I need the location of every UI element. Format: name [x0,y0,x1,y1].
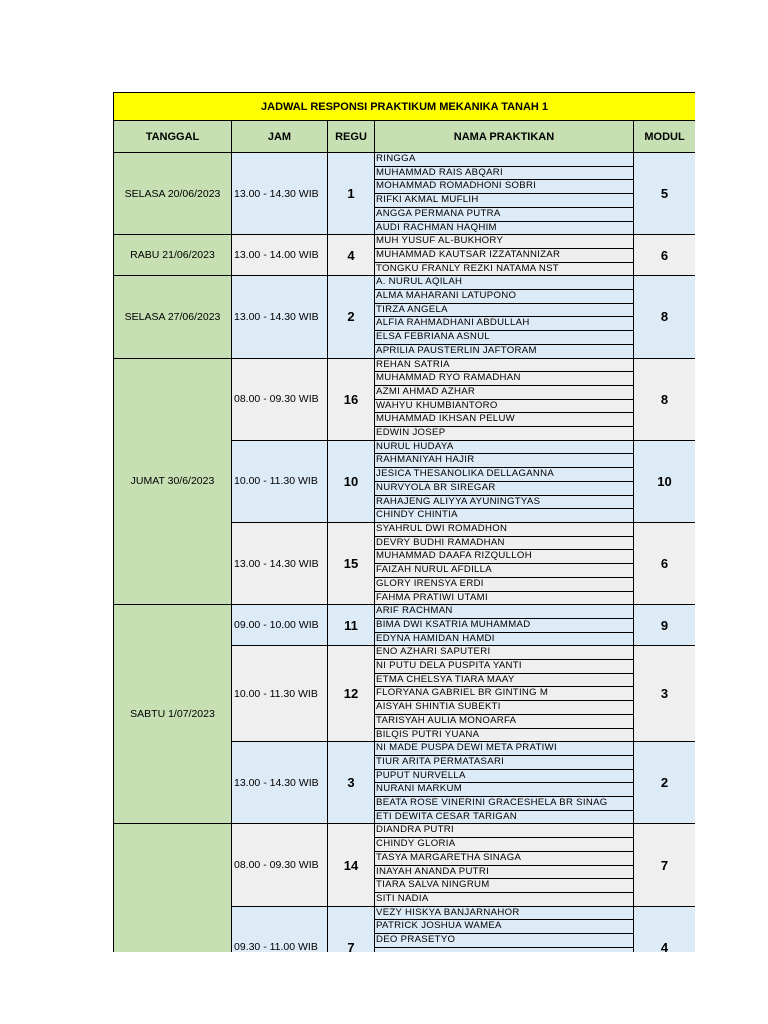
jam-cell: 13.00 - 14.30 WIB [232,153,328,235]
jam-cell: 13.00 - 14.00 WIB [232,235,328,276]
praktikan-name: SITI NADIA [375,892,634,906]
table-row [114,153,696,167]
modul-cell: 6 [634,522,696,604]
praktikan-name [375,947,634,952]
praktikan-name: RIFKI AKMAL MUFLIH [375,194,634,208]
praktikan-name: TIARA SALVA NINGRUM [375,879,634,893]
praktikan-name: PATRICK JOSHUA WAMEA [375,920,634,934]
praktikan-name: AZMI AHMAD AZHAR [375,385,634,399]
modul-cell: 10 [634,440,696,522]
praktikan-name: ETI DEWITA CESAR TARIGAN [375,810,634,824]
table-row [114,276,696,290]
tanggal-cell: SABTU 1/07/2023 [114,605,232,824]
tanggal-cell: RABU 21/06/2023 [114,235,232,276]
praktikan-name: NI PUTU DELA PUSPITA YANTI [375,660,634,674]
praktikan-name: MUH YUSUF AL-BUKHORY [375,235,634,249]
praktikan-name: EDYNA HAMIDAN HAMDI [375,632,634,646]
praktikan-name: TASYA MARGARETHA SINAGA [375,851,634,865]
table-row [114,358,696,372]
praktikan-name: DEO PRASETYO [375,934,634,948]
praktikan-name: APRILIA PAUSTERLIN JAFTORAM [375,344,634,358]
jam-cell: 13.00 - 14.30 WIB [232,522,328,604]
praktikan-name: VEZY HISKYA BANJARNAHOR [375,906,634,920]
table-title: JADWAL RESPONSI PRAKTIKUM MEKANIKA TANAH 1 [114,93,696,121]
regu-cell: 11 [328,605,375,646]
praktikan-name: TIRZA ANGELA [375,303,634,317]
praktikan-name: BIMA DWI KSATRIA MUHAMMAD [375,618,634,632]
praktikan-name: PUPUT NURVELLA [375,769,634,783]
regu-cell: 2 [328,276,375,358]
praktikan-name: AISYAH SHINTIA SUBEKTI [375,701,634,715]
praktikan-name: CHINDY GLORIA [375,838,634,852]
modul-cell: 8 [634,276,696,358]
praktikan-name: MUHAMMAD RAIS ABQARI [375,166,634,180]
praktikan-name: ANGGA PERMANA PUTRA [375,207,634,221]
regu-cell: 7 [328,906,375,952]
regu-cell: 12 [328,646,375,742]
praktikan-name: FLORYANA GABRIEL BR GINTING M [375,687,634,701]
praktikan-name: TIUR ARITA PERMATASARI [375,755,634,769]
regu-cell: 10 [328,440,375,522]
praktikan-name: A. NURUL AQILAH [375,276,634,290]
praktikan-name: NURANI MARKUM [375,783,634,797]
regu-cell: 16 [328,358,375,440]
regu-cell: 14 [328,824,375,906]
praktikan-name: ENO AZHARI SAPUTERI [375,646,634,660]
praktikan-name: MUHAMMAD KAUTSAR IZZATANNIZAR [375,248,634,262]
praktikan-name: ALFIA RAHMADHANI ABDULLAH [375,317,634,331]
jam-cell: 09.00 - 10.00 WIB [232,605,328,646]
praktikan-name: FAHMA PRATIWI UTAMI [375,591,634,605]
praktikan-name: BILQIS PUTRI YUANA [375,728,634,742]
tanggal-cell [114,824,232,952]
jam-cell: 08.00 - 09.30 WIB [232,358,328,440]
praktikan-name: RAHMANIYAH HAJIR [375,454,634,468]
tanggal-cell: SELASA 20/06/2023 [114,153,232,235]
praktikan-name: REHAN SATRIA [375,358,634,372]
praktikan-name: EDWIN JOSEP [375,427,634,441]
schedule-sheet [113,92,695,952]
tanggal-cell: JUMAT 30/6/2023 [114,358,232,605]
praktikan-name: WAHYU KHUMBIANTORO [375,399,634,413]
header-tanggal: TANGGAL [114,121,232,153]
modul-cell: 9 [634,605,696,646]
praktikan-name: ARIF RACHMAN [375,605,634,619]
regu-cell: 15 [328,522,375,604]
praktikan-name: BEATA ROSE VINERINI GRACESHELA BR SINAG [375,797,634,811]
jam-cell: 13.00 - 14.30 WIB [232,742,328,824]
praktikan-name: INAYAH ANANDA PUTRI [375,865,634,879]
jam-cell: 10.00 - 11.30 WIB [232,646,328,742]
header-regu: REGU [328,121,375,153]
schedule-table [113,92,695,952]
table-row [114,605,696,619]
regu-cell: 1 [328,153,375,235]
praktikan-name: ALMA MAHARANI LATUPONO [375,290,634,304]
modul-cell: 4 [634,906,696,952]
praktikan-name: NURUL HUDAYA [375,440,634,454]
praktikan-name: ETMA CHELSYA TIARA MAAY [375,673,634,687]
modul-cell: 7 [634,824,696,906]
praktikan-name: AUDI RACHMAN HAQHIM [375,221,634,235]
jam-cell: 08.00 - 09.30 WIB [232,824,328,906]
praktikan-name: TONGKU FRANLY REZKI NATAMA NST [375,262,634,276]
praktikan-name: MUHAMMAD DAAFA RIZQULLOH [375,550,634,564]
praktikan-name: CHINDY CHINTIA [375,509,634,523]
header-nama-praktikan: NAMA PRAKTIKAN [375,121,634,153]
praktikan-name: TARISYAH AULIA MONOARFA [375,714,634,728]
header-jam: JAM [232,121,328,153]
praktikan-name: MUHAMMAD IKHSAN PELUW [375,413,634,427]
praktikan-name: GLORY IRENSYA ERDI [375,577,634,591]
modul-cell: 8 [634,358,696,440]
praktikan-name: MUHAMMAD RYO RAMADHAN [375,372,634,386]
praktikan-name: DIANDRA PUTRI [375,824,634,838]
regu-cell: 3 [328,742,375,824]
praktikan-name: RAHAJENG ALIYYA AYUNINGTYAS [375,495,634,509]
table-row [114,235,696,249]
table-row [114,824,696,838]
praktikan-name: RINGGA [375,153,634,167]
praktikan-name: NI MADE PUSPA DEWI META PRATIWI [375,742,634,756]
praktikan-name: DEVRY BUDHI RAMADHAN [375,536,634,550]
praktikan-name: SYAHRUL DWI ROMADHON [375,522,634,536]
modul-cell: 2 [634,742,696,824]
header-modul: MODUL [634,121,696,153]
modul-cell: 5 [634,153,696,235]
praktikan-name: MOHAMMAD ROMADHONI SOBRI [375,180,634,194]
tanggal-cell: SELASA 27/06/2023 [114,276,232,358]
praktikan-name: FAIZAH NURUL AFDILLA [375,564,634,578]
jam-cell: 10.00 - 11.30 WIB [232,440,328,522]
regu-cell: 4 [328,235,375,276]
praktikan-name: NURVYOLA BR SIREGAR [375,481,634,495]
modul-cell: 6 [634,235,696,276]
jam-cell: 09.30 - 11.00 WIB [232,906,328,952]
jam-cell: 13.00 - 14.30 WIB [232,276,328,358]
praktikan-name: ELSA FEBRIANA ASNUL [375,331,634,345]
modul-cell: 3 [634,646,696,742]
praktikan-name: JESICA THESANOLIKA DELLAGANNA [375,468,634,482]
